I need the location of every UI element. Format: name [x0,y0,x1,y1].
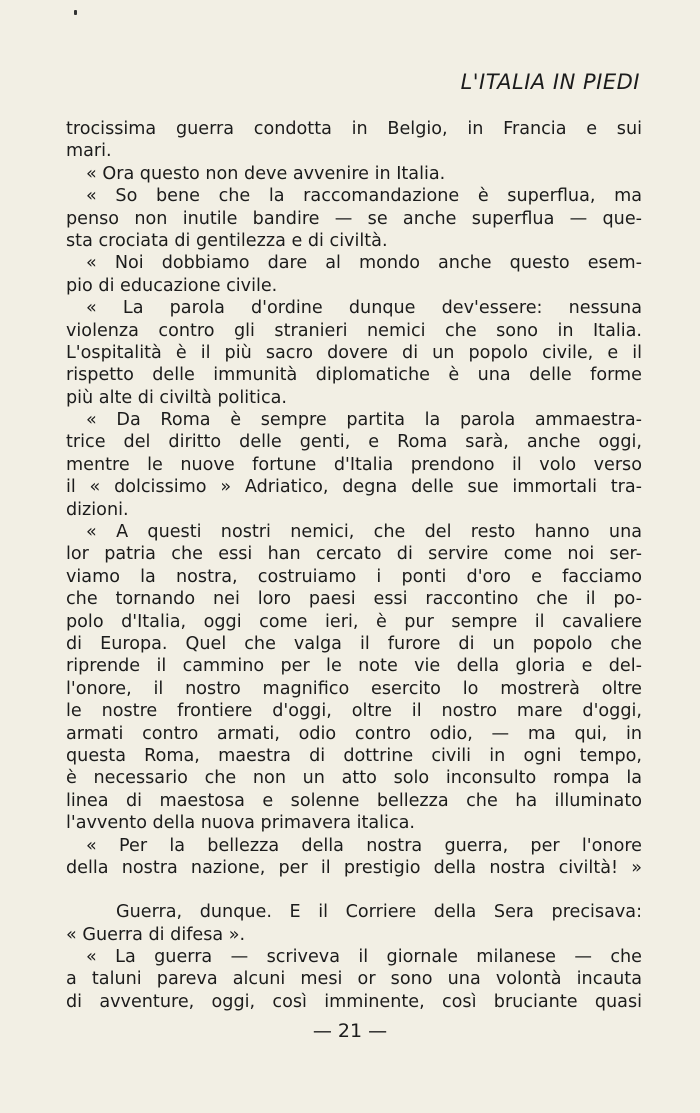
page-number: — 21 — [312,1020,388,1042]
text-line: trocissima guerra condotta in Belgio, in Francia e sui [66,119,642,139]
text-line: penso non inutile bandire — se anche superflua — que- [66,208,642,229]
text-line: dizioni. [66,499,129,520]
text-line: « So bene che la raccomandazione è superflua, ma [86,186,642,207]
text-line: « La guerra — scriveva il giornale milanese — che [86,947,642,968]
text-line: armati contro armati, odio contro odio, — ma qui, in [66,723,642,744]
text-line: lor patria che essi han cercato di servire come noi ser- [66,544,642,565]
paragraph-gap [66,879,642,901]
text-line: l'onore, il nostro magnifico esercito lo mostrerà oltre [66,678,642,699]
body-text [66,118,642,1013]
text-line: « Guerra di difesa ». [66,924,246,945]
text-line: trice del diritto delle genti, e Roma sarà, anche oggi, [66,432,642,453]
text-line: le nostre frontiere d'oggi, oltre il nostro mare d'oggi, [66,701,642,722]
text-line: a taluni pareva alcuni mesi or sono una volontà incauta [66,969,642,990]
text-line: violenza contro gli stranieri nemici che sono in Italia. [66,320,642,341]
text-line: l'avvento della nuova primavera italica. [66,813,415,834]
text-line: mentre le nuove fortune d'Italia prendono il volo verso [66,454,642,475]
text-line: che tornando nei loro paesi essi raccontino che il po- [66,589,642,610]
text-line: più alte di civiltà politica. [66,387,287,408]
text-line: questa Roma, maestra di dottrine civili in ogni tempo, [66,745,642,766]
text-line: di Europa. Quel che valga il furore di un popolo che [66,633,642,654]
text-line: rispetto delle immunità diplomatiche è una delle forme [66,365,642,386]
text-line: il « dolcissimo » Adriatico, degna delle sue immortali tra- [66,477,642,498]
text-line: « Per la bellezza della nostra guerra, per l'onore [86,835,642,856]
text-line: della nostra nazione, per il prestigio della nostra civiltà! » [66,857,642,878]
text-line: « Noi dobbiamo dare al mondo anche questo esem- [86,253,642,274]
text-line: L'ospitalità è il più sacro dovere di un popolo civile, e il [66,342,642,363]
ink-speck [74,10,77,15]
text-line: « A questi nostri nemici, che del resto hanno una [86,522,642,543]
text-line: polo d'Italia, oggi come ieri, è pur sempre il cavaliere [66,611,642,632]
text-line: sta crociata di gentilezza e di civiltà. [66,230,388,251]
text-line: « La parola d'ordine dunque dev'essere: nessuna [86,298,642,319]
text-line: « Da Roma è sempre partita la parola ammaestra- [86,410,642,431]
text-line: linea di maestosa e solenne bellezza che ha illuminato [66,790,642,811]
text-line: pio di educazione civile. [66,275,278,296]
text-line: mari. [66,141,112,162]
text-line: viamo la nostra, costruiamo i ponti d'oro e facciamo [66,566,642,587]
running-head: L'ITALIA IN PIEDI [460,70,640,94]
text-line: riprende il cammino per le note vie della gloria e del- [66,656,642,677]
text-line: Guerra, dunque. E il Corriere della Sera precisava: [116,902,642,923]
text-line: di avventure, oggi, così imminente, così bruciante quasi [66,991,642,1012]
text-line: è necessario che non un atto solo inconsulto rompa la [66,768,642,789]
text-line: « Ora questo non deve avvenire in Italia. [86,163,446,184]
